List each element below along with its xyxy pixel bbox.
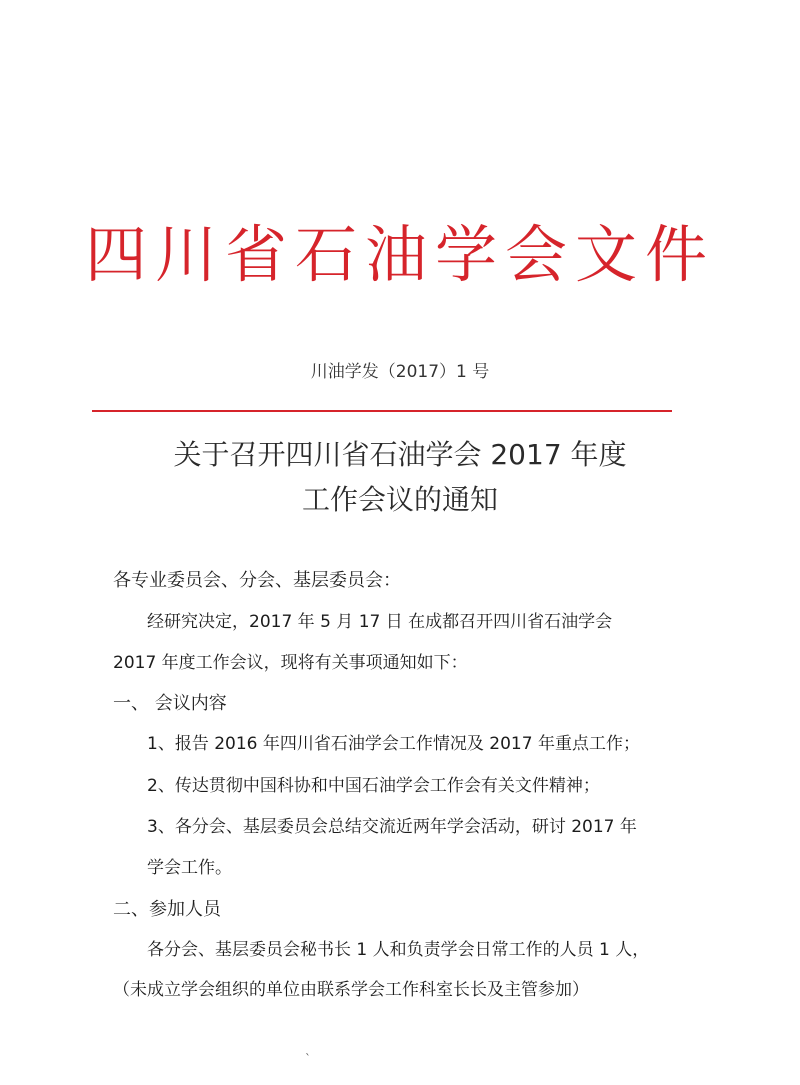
- agenda-item-3-line-1: 3、各分会、基层委员会总结交流近两年学会活动，研讨 2017 年: [147, 817, 637, 837]
- org-file-title: 四川省石油学会文件: [84, 218, 715, 291]
- document-number: 川油学发（2017）1 号: [310, 362, 490, 382]
- participants-line-2: （未成立学会组织的单位由联系学会工作科室长长及主管参加）: [113, 980, 589, 1000]
- salutation: 各专业委员会、分会、基层委员会：: [113, 570, 401, 591]
- participants-line-1: 各分会、基层委员会秘书长 1 人和负责学会日常工作的人员 1 人，: [147, 940, 650, 960]
- section-1-heading: 一、 会议内容: [113, 693, 227, 714]
- notice-title-line-2: 工作会议的通知: [301, 483, 498, 516]
- section-2-heading: 二、参加人员: [113, 899, 221, 920]
- agenda-item-1: 1、报告 2016 年四川省石油学会工作情况及 2017 年重点工作；: [147, 734, 640, 754]
- red-divider-rule: [92, 410, 672, 412]
- notice-title-line-1: 关于召开四川省石油学会 2017 年度: [173, 438, 627, 471]
- intro-line-1: 经研究决定，2017 年 5 月 17 日 在成都召开四川省石油学会: [147, 612, 613, 632]
- scan-mark: `: [305, 1052, 311, 1066]
- agenda-item-2: 2、传达贯彻中国科协和中国石油学会工作会有关文件精神；: [147, 776, 600, 796]
- intro-line-2: 2017 年度工作会议，现将有关事项通知如下：: [113, 653, 468, 673]
- agenda-item-3-line-2: 学会工作。: [147, 858, 232, 878]
